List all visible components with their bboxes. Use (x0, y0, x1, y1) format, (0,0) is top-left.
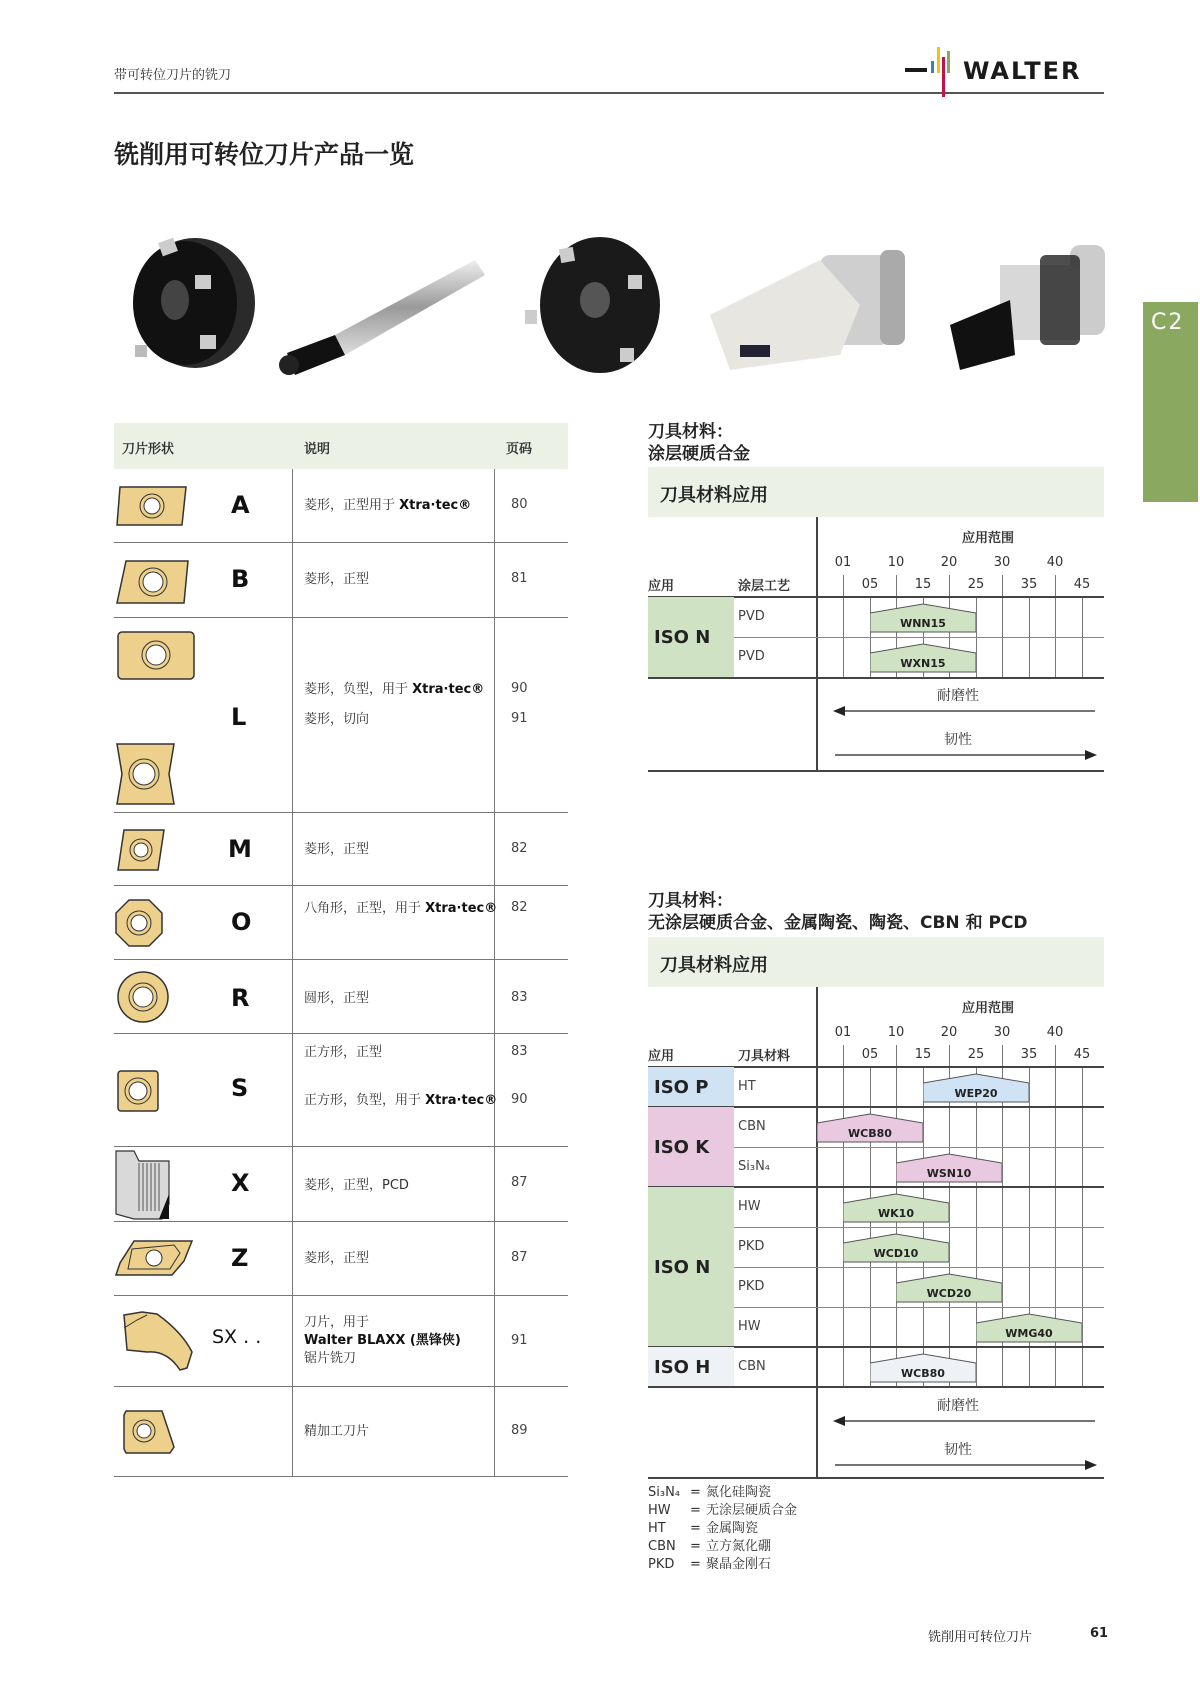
page-ref[interactable]: 83 (511, 1044, 528, 1059)
insert-code: SX . . (212, 1326, 262, 1348)
iso-p-label: ISO P (648, 1067, 734, 1107)
page-title: 铣削用可转位刀片产品一览 (114, 140, 415, 169)
insert-description: 锯片铣刀 (304, 1351, 357, 1366)
legend-item: HW = 无涂层硬质合金 (648, 1503, 798, 1518)
page-ref[interactable]: 80 (511, 497, 528, 512)
insert-description: 圆形，正型 (304, 991, 370, 1006)
insert-sx-shape (122, 1310, 197, 1372)
page-ref[interactable]: 90 (511, 1092, 528, 1107)
insert-code: A (231, 491, 250, 519)
page-ref[interactable]: 81 (511, 571, 528, 586)
chapter-tab[interactable] (1143, 302, 1198, 502)
insert-code: O (231, 908, 252, 936)
chart1-band: 刀具材料应用 (648, 467, 1104, 517)
table-row[interactable] (114, 1147, 568, 1222)
grade-bar-wcb80-h[interactable]: WCB80 (870, 1353, 976, 1383)
table-row[interactable] (114, 960, 568, 1034)
helical-mill-photo (700, 245, 915, 375)
material-label: PKD (738, 1239, 765, 1254)
legend-item: HT = 金属陶瓷 (648, 1521, 759, 1536)
legend-item: PKD = 聚晶金刚石 (648, 1557, 772, 1572)
insert-a-shape (116, 484, 188, 528)
table-header (114, 423, 568, 469)
chart2-grid: 应用范围 应用 刀具材料 01 10 20 30 40 05 15 25 35 45 ISO P HT ISO K CBN Si₃N₄ ISO N HW PKD PKD HW ISO H CBN WEP20 WCB80 WSN10 WK10 WCD10 WCD20 WMG40 WCB80 耐磨性 韧性 (648, 987, 1104, 1479)
page-ref[interactable]: 89 (511, 1423, 528, 1438)
page-number: 61 (1090, 1626, 1109, 1641)
insert-description: 菱形，正型，PCD (304, 1178, 409, 1193)
grade-bar-wnn15[interactable]: WNN15 (870, 603, 976, 633)
table-row[interactable] (114, 1296, 568, 1387)
chart1-title: 刀具材料： 涂层硬质合金 (648, 422, 750, 464)
material-label: HT (738, 1079, 756, 1094)
grade-bar-wxn15[interactable]: WXN15 (870, 643, 976, 673)
table-row[interactable] (114, 1222, 568, 1296)
range-label: 应用范围 (961, 1001, 1014, 1016)
grade-bar-wmg40[interactable]: WMG40 (976, 1313, 1082, 1343)
page-ref[interactable]: 91 (511, 1333, 528, 1348)
insert-l-shape-2 (114, 742, 176, 806)
page-ref[interactable]: 82 (511, 841, 528, 856)
insert-s-shape (116, 1069, 160, 1113)
insert-description: 菱形，正型 (304, 1251, 370, 1266)
insert-code: X (231, 1169, 250, 1197)
material-label: Si₃N₄ (738, 1159, 771, 1174)
page-ref[interactable]: 82 (511, 900, 528, 915)
grade-bar-wsn10[interactable]: WSN10 (896, 1153, 1002, 1183)
section-title: 带可转位刀片的铣刀 (114, 68, 232, 83)
material-label: PKD (738, 1279, 765, 1294)
coating-label: PVD (738, 609, 765, 624)
insert-b-shape (116, 558, 190, 606)
iso-h-label: ISO H (648, 1347, 734, 1387)
chart2-title: 刀具材料： 无涂层硬质合金、金属陶瓷、陶瓷、CBN 和 PCD (648, 891, 1028, 933)
table-row[interactable] (114, 469, 568, 543)
insert-code: M (228, 835, 252, 863)
insert-description: 八角形，正型，用于 Xtra·tec® (304, 901, 498, 916)
material-label: CBN (738, 1359, 766, 1374)
chart2-band: 刀具材料应用 (648, 937, 1104, 987)
arrow-left-icon (833, 1414, 1098, 1428)
insert-description: 刀片，用于 (304, 1315, 370, 1330)
toughness-label: 韧性 (944, 1442, 972, 1458)
material-label: CBN (738, 1119, 766, 1134)
table-row[interactable] (114, 1387, 568, 1477)
insert-code: S (231, 1074, 249, 1102)
insert-code: Z (231, 1244, 249, 1272)
insert-o-shape (114, 898, 164, 948)
coating-label: PVD (738, 649, 765, 664)
insert-r-shape (116, 970, 170, 1024)
grade-bar-wcd10[interactable]: WCD10 (843, 1233, 949, 1263)
insert-z-shape (114, 1239, 194, 1279)
product-photos (110, 205, 1110, 385)
grade-bar-wep20[interactable]: WEP20 (923, 1073, 1029, 1103)
col-shape: 刀片形状 (122, 442, 175, 457)
logo-bars-icon (905, 45, 965, 97)
insert-description: 正方形，正型 (304, 1045, 383, 1060)
shell-mill-photo (930, 240, 1115, 380)
col-description: 说明 (304, 442, 331, 457)
insert-finishing-shape (122, 1409, 177, 1455)
toughness-label: 韧性 (944, 732, 972, 748)
insert-description: 精加工刀片 (304, 1424, 370, 1439)
insert-code: B (231, 565, 250, 593)
arrow-left-icon (833, 704, 1098, 718)
grade-bar-wk10[interactable]: WK10 (843, 1193, 949, 1223)
legend-item: CBN = 立方氮化硼 (648, 1539, 772, 1554)
iso-k-label: ISO K (648, 1107, 734, 1187)
range-label: 应用范围 (961, 531, 1014, 546)
xtratec-mill-photo (520, 230, 670, 380)
insert-description: 菱形，正型用于 Xtra·tec® (304, 498, 472, 513)
col-coating: 涂层工艺 (738, 579, 791, 594)
insert-description: 菱形，正型 (304, 572, 370, 587)
insert-m-shape (116, 828, 166, 873)
insert-description: 菱形，正型 (304, 842, 370, 857)
page-ref[interactable]: 90 (511, 681, 528, 696)
arrow-right-icon (833, 1458, 1098, 1472)
insert-code: L (231, 703, 247, 731)
table-row[interactable] (114, 886, 568, 960)
insert-table (114, 423, 568, 1477)
iso-n-label: ISO N (648, 1187, 734, 1347)
wear-resistance-label: 耐磨性 (937, 688, 979, 704)
page-ref[interactable]: 83 (511, 990, 528, 1005)
footer-section-label: 铣削用可转位刀片 (928, 1630, 1033, 1645)
face-mill-photo (115, 225, 260, 375)
material-label: HW (738, 1199, 761, 1214)
insert-code: R (231, 984, 250, 1012)
table-row[interactable] (114, 1034, 568, 1147)
table-row[interactable] (114, 813, 568, 886)
insert-description: 菱形，负型，用于 Xtra·tec® (304, 682, 485, 697)
iso-n-label: ISO N (648, 597, 734, 677)
wear-resistance-label: 耐磨性 (937, 1398, 979, 1414)
material-label: HW (738, 1319, 761, 1334)
arrow-right-icon (833, 748, 1098, 762)
grade-bar-wcb80-k[interactable]: WCB80 (817, 1113, 923, 1143)
chapter-tab-label: C2 (1151, 310, 1185, 335)
table-row[interactable] (114, 618, 568, 813)
insert-x-shape (114, 1149, 174, 1221)
col-page: 页码 (506, 442, 533, 457)
chart1-grid: 应用范围 应用 涂层工艺 01 10 20 30 40 05 15 25 35 45 ISO N PVD PVD WNN15 WXN15 耐磨性 韧性 (648, 517, 1104, 772)
page-ref[interactable]: 91 (511, 711, 528, 726)
brand-name: WALTER (963, 57, 1082, 85)
col-application: 应用 (648, 1049, 675, 1064)
page-ref[interactable]: 87 (511, 1175, 528, 1190)
insert-description: 正方形，负型，用于 Xtra·tec® (304, 1093, 498, 1108)
grade-bar-wcd20[interactable]: WCD20 (896, 1273, 1002, 1303)
end-mill-photo (275, 255, 490, 380)
insert-description: 菱形，切向 (304, 712, 370, 727)
table-row[interactable] (114, 543, 568, 618)
col-material: 刀具材料 (738, 1049, 791, 1064)
page-ref[interactable]: 87 (511, 1250, 528, 1265)
insert-l-shape-1 (116, 630, 196, 682)
insert-description: Walter BLAXX (黑锋侠) (304, 1333, 461, 1348)
abbreviation-legend (648, 1484, 797, 1574)
walter-logo (905, 45, 1105, 97)
col-application: 应用 (648, 579, 675, 594)
legend-item: Si₃N₄ = 氮化硅陶瓷 (648, 1485, 772, 1500)
